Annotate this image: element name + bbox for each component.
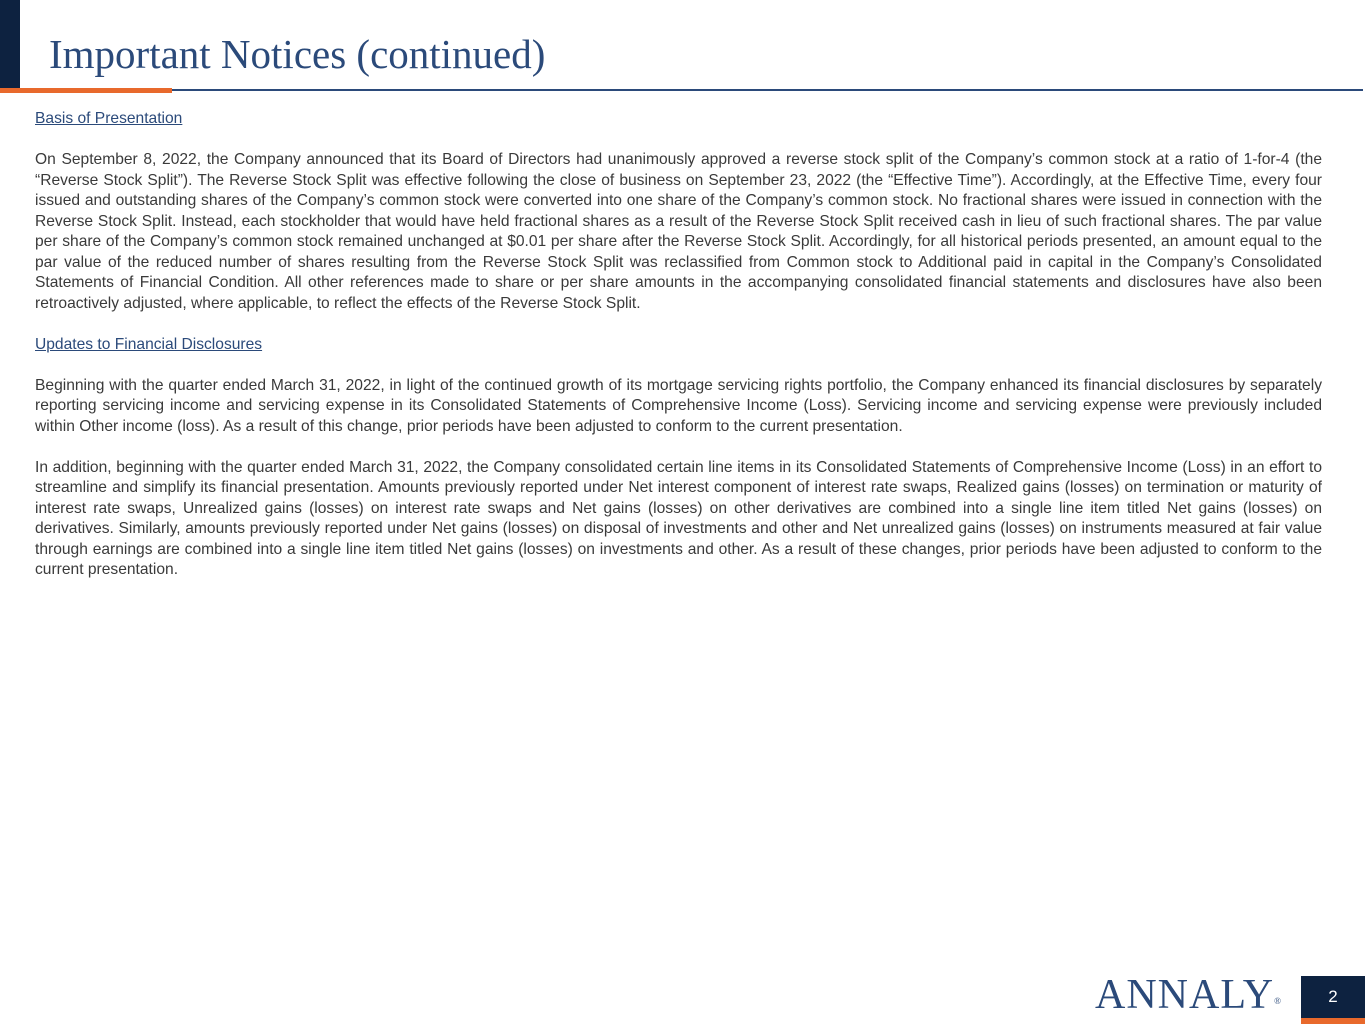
section-heading-basis-of-presentation[interactable]: Basis of Presentation [35,110,183,127]
annaly-logo [1095,972,1281,1018]
logo-text: ANNALY [1095,972,1275,1018]
notices-content [35,109,1322,581]
page-number-accent [1301,1018,1365,1024]
section-heading-updates-to-financial-disclosures[interactable]: Updates to Financial Disclosures [35,335,263,353]
page-number: 2 [1301,976,1365,1018]
spacer [35,130,1322,151]
paragraph-line-item-consolidation: In addition, beginning with the quarter ended March 31, 2022, the Company consolidated certain line items in its Consolidated Statements of Comprehensive Income (Loss) in an effort to streamline and simplify its financial presentation. Amounts previously reported under Net interest component of interest rate swaps, Realized gains (losses) on termination or maturity of interest rate swaps, Unrealized gains (losses) on interest rate swaps and Net gains (losses) on other derivatives are combined into a single line item titled Net gains (losses) on derivatives. Similarly, amounts previously reported under Net gains (losses) on disposal of investments and other and Net unrealized gains (losses) on instruments measured at fair value through earnings are combined into a single line item titled Net gains (losses) on investments and other. As a result of these changes, prior periods have been adjusted to conform to the current presentation. [35,458,1322,578]
registered-mark: ® [1274,996,1281,1006]
spacer [35,314,1322,335]
spacer [35,355,1322,376]
paragraph-servicing-income: Beginning with the quarter ended March 31, 2022, in light of the continued growth of its mortgage servicing rights portfolio, the Company enhanced its financial disclosures by separately reporting servicing income and servicing expense in its Consolidated Statements of Comprehensive Income (Loss). Servicing income and servicing expense were previously included within Other income (loss). As a result of this change, prior periods have been adjusted to conform to the current presentation. [35,376,1322,435]
header-corner-bar [0,0,20,89]
page-title: Important Notices (continued) [49,31,546,77]
title-divider-accent [0,88,172,93]
spacer [35,437,1322,458]
title-divider [170,89,1363,91]
paragraph-reverse-stock-split: On September 8, 2022, the Company announced that its Board of Directors had unanimously approved a reverse stock split of the Company’s common stock at a ratio of 1-for-4 (the “Reverse Stock Split”). The Reverse Stock Split was effective following the close of business on September 23, 2022 (the “Effective Time”). Accordingly, at the Effective Time, every four issued and outstanding shares of the Company’s common stock were converted into one share of the Company’s common stock. No fractional shares were issued in connection with the Reverse Stock Split. Instead, each stockholder that would have held fractional shares as a result of the Reverse Stock Split received cash in lieu of such fractional shares. The par value per share of the Company’s common stock remained unchanged at $0.01 per share after the Reverse Stock Split. Accordingly, for all historical periods presented, an amount equal to the par value of the reduced number of shares resulting from the Reverse Stock Split was reclassified from Common stock to Additional paid in capital in the Company’s Consolidated Statements of Financial Condition. All other references made to share or per share amounts in the accompanying consolidated financial statements and disclosures have also been retroactively adjusted, where applicable, to reflect the effects of the Reverse Stock Split. [35,151,1322,312]
